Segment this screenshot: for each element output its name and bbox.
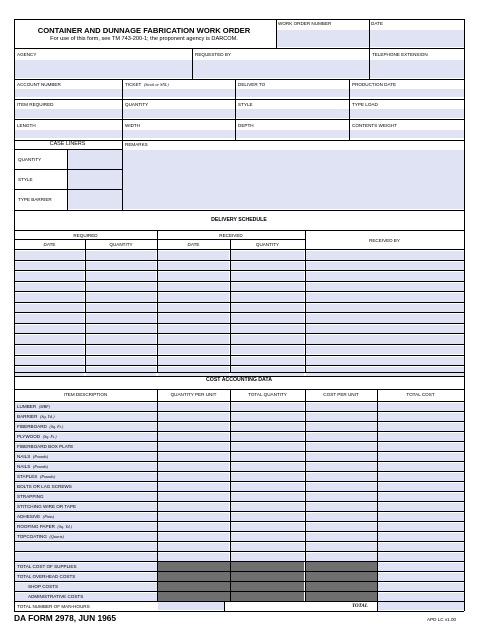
- cost-item-unit: (Quarts): [49, 534, 64, 539]
- requested-by-label: REQUESTED BY: [195, 52, 231, 57]
- style-label: STYLE: [238, 102, 253, 107]
- cost-cell-r13-c4[interactable]: [306, 523, 377, 531]
- right-border: [464, 19, 465, 611]
- cost-item-label: [17, 515, 54, 520]
- h-rule: [14, 189, 122, 190]
- date-field[interactable]: [370, 30, 464, 47]
- cost-cell-r6-c5[interactable]: [378, 453, 464, 461]
- depth-field[interactable]: [236, 130, 350, 138]
- delivery-cell-r10-c2[interactable]: [86, 346, 156, 355]
- cost-item-label: [17, 485, 72, 490]
- cost-cell-r1-c2[interactable]: [158, 403, 229, 411]
- cost-item-name: NAILS: [17, 464, 31, 469]
- v-rule: [224, 601, 225, 611]
- cost-item-name: BOLTS OR LAG SCREWS: [17, 484, 72, 489]
- cost-cell-r6-c2[interactable]: [158, 453, 229, 461]
- totals-total-cost-3[interactable]: [378, 583, 464, 591]
- cost-item-name: STAPLES: [17, 474, 38, 479]
- remarks-label: REMARKS: [125, 142, 148, 147]
- cost-item-label: [17, 445, 73, 450]
- h-rule: [14, 149, 122, 150]
- cost-cell-r9-c2[interactable]: [158, 483, 229, 491]
- h-rule: [14, 239, 305, 240]
- delivery-cell-r5-c3[interactable]: [158, 293, 229, 302]
- col-total-cost: TOTAL COST: [406, 392, 435, 397]
- delivery-cell-r3-c3[interactable]: [158, 272, 229, 281]
- cost-cell-r2-c5[interactable]: [378, 413, 464, 421]
- delivery-cell-r10-c5[interactable]: [306, 346, 464, 355]
- cost-cell-r13-c3[interactable]: [231, 523, 304, 531]
- cost-cell-r5-c5[interactable]: [378, 443, 464, 451]
- cost-item-unit: (Sq. Yd.): [57, 524, 73, 529]
- h-rule: [14, 601, 464, 602]
- delivery-received-label: RECEIVED: [219, 233, 243, 238]
- cost-cell-r14-c5[interactable]: [378, 533, 464, 541]
- case-liners-type-barrier-field[interactable]: [68, 190, 122, 209]
- h-rule: [14, 230, 464, 231]
- contents-weight-label: CONTENTS WEIGHT: [352, 123, 397, 128]
- cost-cell-r8-c5[interactable]: [378, 473, 464, 481]
- cost-item-label: [17, 415, 55, 420]
- ticket-field[interactable]: [123, 89, 236, 97]
- cost-cell-r11-c5[interactable]: [378, 503, 464, 511]
- delivery-cell-r10-c4[interactable]: [231, 346, 304, 355]
- account-number-field[interactable]: [15, 89, 123, 97]
- delivery-cell-r5-c1[interactable]: [15, 293, 84, 302]
- cost-item-name: FIBERBOARD: [17, 424, 47, 429]
- cost-cell-r16-c2[interactable]: [158, 553, 229, 561]
- cost-cell-r4-c2[interactable]: [158, 433, 229, 441]
- col-quantity-per-unit: QUANTITY PER UNIT: [170, 392, 217, 397]
- cost-cell-r14-c4[interactable]: [306, 533, 377, 541]
- h-rule: [14, 365, 464, 366]
- cost-cell-r15-c5[interactable]: [378, 543, 464, 551]
- cost-cell-r11-c3[interactable]: [231, 503, 304, 511]
- h-rule: [14, 531, 464, 532]
- case-liners-quantity-label: QUANTITY: [18, 157, 42, 162]
- col-item-description: ITEM DESCRIPTION: [63, 392, 108, 397]
- h-rule: [14, 581, 464, 582]
- delivery-cell-r9-c3[interactable]: [158, 335, 229, 344]
- delivery-cell-r11-c4[interactable]: [231, 357, 304, 366]
- delivery-cell-r11-c5[interactable]: [306, 357, 464, 366]
- v-rule: [349, 79, 350, 140]
- col-cost-per-unit: COST PER UNIT: [323, 392, 359, 397]
- cost-cell-r8-c4[interactable]: [306, 473, 377, 481]
- cost-item-name: ROOFING PAPER: [17, 524, 55, 529]
- cost-item-label: [17, 525, 72, 530]
- delivery-cell-r9-c1[interactable]: [15, 335, 84, 344]
- cost-cell-r6-c4[interactable]: [306, 453, 377, 461]
- cost-cell-r12-c4[interactable]: [306, 513, 377, 521]
- left-border: [14, 19, 15, 611]
- v-rule: [192, 48, 193, 79]
- delivery-cell-r9-c4[interactable]: [231, 335, 304, 344]
- cost-cell-r15-c3[interactable]: [231, 543, 304, 551]
- deliver-to-field[interactable]: [236, 89, 350, 97]
- case-liners-style-label: STYLE: [18, 177, 33, 182]
- h-rule: [14, 376, 464, 377]
- form-version: APD LC v1.00: [427, 617, 457, 622]
- h-rule: [14, 302, 464, 303]
- delivery-cell-r2-c5[interactable]: [306, 262, 464, 271]
- cost-item-name: BARRIER: [17, 414, 38, 419]
- h-rule: [14, 119, 464, 120]
- delivery-schedule-title: DELIVERY SCHEDULE: [211, 217, 267, 223]
- v-rule: [235, 79, 236, 140]
- cost-cell-r13-c5[interactable]: [378, 523, 464, 531]
- cost-cell-r14-c2[interactable]: [158, 533, 229, 541]
- totals-label: TOTAL NUMBER OF MAN-HOURS: [17, 604, 90, 609]
- h-rule: [14, 561, 464, 562]
- item-description-cell-r15[interactable]: [15, 543, 157, 551]
- cost-cell-r12-c5[interactable]: [378, 513, 464, 521]
- totals-label: TOTAL COST OF SUPPLIES: [17, 564, 77, 569]
- h-rule: [14, 372, 464, 373]
- h-rule: [14, 421, 464, 422]
- cost-cell-r5-c2[interactable]: [158, 443, 229, 451]
- cost-cell-r2-c4[interactable]: [306, 413, 377, 421]
- cost-cell-r9-c3[interactable]: [231, 483, 304, 491]
- depth-label: DEPTH: [238, 123, 254, 128]
- delivery-cell-r11-c1[interactable]: [15, 357, 84, 366]
- telephone-extension-label: TELEPHONE EXTENSION: [372, 52, 428, 57]
- h-rule: [14, 48, 464, 49]
- cost-accounting-title: COST ACCOUNTING DATA: [206, 377, 272, 383]
- width-label: WIDTH: [125, 123, 141, 128]
- type-load-label: TYPE LOAD: [352, 102, 378, 107]
- cost-item-name: LUMBER: [17, 404, 37, 409]
- cost-item-label: [17, 465, 48, 470]
- delivery-cell-r2-c4[interactable]: [231, 262, 304, 271]
- delivery-cell-r3-c4[interactable]: [231, 272, 304, 281]
- cost-cell-r12-c2[interactable]: [158, 513, 229, 521]
- delivery-cell-r7-c4[interactable]: [231, 314, 304, 323]
- cost-cell-r15-c4[interactable]: [306, 543, 377, 551]
- delivery-cell-r11-c3[interactable]: [158, 357, 229, 366]
- cost-cell-r13-c2[interactable]: [158, 523, 229, 531]
- cost-cell-r15-c2[interactable]: [158, 543, 229, 551]
- delivery-cell-r1-c2[interactable]: [86, 251, 156, 260]
- totals-label: ADMINISTRATIVE COSTS: [28, 594, 84, 599]
- delivery-cell-r9-c2[interactable]: [86, 335, 156, 344]
- delivery-cell-r2-c2[interactable]: [86, 262, 156, 271]
- cost-cell-r2-c2[interactable]: [158, 413, 229, 421]
- cost-cell-r4-c5[interactable]: [378, 433, 464, 441]
- delivery-cell-r3-c1[interactable]: [15, 272, 84, 281]
- v-rule: [157, 230, 158, 372]
- width-field[interactable]: [123, 130, 236, 138]
- agency-label: AGENCY: [17, 52, 37, 57]
- cost-item-unit: (Pints): [42, 514, 55, 519]
- delivery-cell-r4-c3[interactable]: [158, 283, 229, 292]
- cost-cell-r3-c5[interactable]: [378, 423, 464, 431]
- bottom-border: [14, 611, 464, 612]
- cost-cell-r8-c2[interactable]: [158, 473, 229, 481]
- totals-total-cost-1[interactable]: [378, 563, 464, 571]
- cost-cell-r7-c5[interactable]: [378, 463, 464, 471]
- item-required-field[interactable]: [15, 109, 123, 118]
- cost-item-unit: (Sq. Ft.): [49, 424, 64, 429]
- length-field[interactable]: [15, 130, 123, 138]
- cost-cell-r1-c4[interactable]: [306, 403, 377, 411]
- production-date-label: PRODUCTION DATE: [352, 82, 397, 87]
- cost-item-label: [17, 435, 57, 440]
- item-description-cell-r16[interactable]: [15, 553, 157, 561]
- delivery-cell-r1-c1[interactable]: [15, 251, 84, 260]
- h-rule: [14, 79, 464, 80]
- delivery-cell-r1-c3[interactable]: [158, 251, 229, 260]
- delivery-required-quantity-label: QUANTITY: [109, 242, 133, 247]
- h-rule: [14, 389, 464, 390]
- length-label: LENGTH: [17, 123, 36, 128]
- cost-cell-r10-c5[interactable]: [378, 493, 464, 501]
- delivery-cell-r11-c2[interactable]: [86, 357, 156, 366]
- cost-item-name: STITCHING WIRE OR TAPE: [17, 504, 77, 509]
- h-rule: [14, 451, 464, 452]
- cost-cell-r10-c4[interactable]: [306, 493, 377, 501]
- v-rule: [369, 19, 370, 48]
- v-rule: [276, 19, 277, 48]
- delivery-cell-r1-c4[interactable]: [231, 251, 304, 260]
- delivery-cell-r9-c5[interactable]: [306, 335, 464, 344]
- h-rule: [14, 281, 464, 282]
- h-rule: [14, 411, 464, 412]
- telephone-extension-field[interactable]: [370, 60, 464, 78]
- cost-item-unit: (MBF): [38, 404, 51, 409]
- totals-total-cost-4[interactable]: [378, 593, 464, 601]
- h-rule: [14, 344, 464, 345]
- delivery-received-date-label: DATE: [187, 242, 200, 247]
- cost-item-name: FIBERBOARD BOX PLATE: [17, 444, 74, 449]
- cost-item-name: STRAPPING: [17, 494, 44, 499]
- v-rule: [122, 79, 123, 140]
- cost-cell-r3-c3[interactable]: [231, 423, 304, 431]
- cost-cell-r4-c3[interactable]: [231, 433, 304, 441]
- h-rule: [14, 333, 464, 334]
- quantity-label: QUANTITY: [125, 102, 149, 107]
- cost-cell-r4-c4[interactable]: [306, 433, 377, 441]
- h-rule: [14, 501, 464, 502]
- total-label: TOTAL: [352, 604, 368, 609]
- cost-item-label: [17, 505, 76, 510]
- cost-cell-r12-c3[interactable]: [231, 513, 304, 521]
- delivery-cell-r3-c5[interactable]: [306, 272, 464, 281]
- requested-by-field[interactable]: [193, 60, 370, 78]
- cost-cell-r7-c4[interactable]: [306, 463, 377, 471]
- v-rule: [369, 48, 370, 79]
- delivery-cell-r5-c5[interactable]: [306, 293, 464, 302]
- cost-cell-r7-c3[interactable]: [231, 463, 304, 471]
- cost-item-unit: (Sq. Ft.): [42, 434, 57, 439]
- item-required-label: ITEM REQUIRED: [17, 102, 54, 107]
- delivery-required-date-label: DATE: [43, 242, 56, 247]
- cost-cell-r6-c3[interactable]: [231, 453, 304, 461]
- cost-item-unit: (Pounds): [39, 474, 56, 479]
- cost-cell-r14-c3[interactable]: [231, 533, 304, 541]
- h-rule: [14, 521, 464, 522]
- form-subtitle: For use of this form, see TM 743-200-1; the proponent agency is DARCOM.: [50, 36, 238, 42]
- case-liners-style-field[interactable]: [68, 170, 122, 189]
- cost-item-label: [17, 455, 48, 460]
- h-rule: [14, 511, 464, 512]
- case-liners-type-barrier-label: TYPE BARRIER: [18, 197, 52, 202]
- delivery-received-by-label: RECEIVED BY: [369, 238, 400, 243]
- h-rule: [14, 471, 464, 472]
- cost-cell-r11-c2[interactable]: [158, 503, 229, 511]
- h-rule: [14, 481, 464, 482]
- cost-item-unit: (Pounds): [32, 464, 49, 469]
- cost-item-name: ADHESIVE: [17, 514, 41, 519]
- date-label: DATE: [371, 21, 383, 26]
- delivery-cell-r4-c1[interactable]: [15, 283, 84, 292]
- cost-item-label: [17, 535, 64, 540]
- h-rule: [14, 551, 464, 552]
- col-total-quantity: TOTAL QUANTITY: [248, 392, 287, 397]
- delivery-cell-r2-c1[interactable]: [15, 262, 84, 271]
- v-rule: [377, 601, 378, 611]
- h-rule: [14, 355, 464, 356]
- h-rule: [14, 441, 464, 442]
- cost-item-label: [17, 475, 55, 480]
- delivery-cell-r1-c5[interactable]: [306, 251, 464, 260]
- quantity-field[interactable]: [123, 109, 236, 118]
- h-rule: [14, 210, 464, 211]
- work-order-number-label: WORK ORDER NUMBER: [278, 21, 332, 26]
- delivery-cell-r7-c2[interactable]: [86, 314, 156, 323]
- delivery-cell-r4-c4[interactable]: [231, 283, 304, 292]
- deliver-to-label: DELIVER TO: [238, 82, 266, 87]
- man-hours-field[interactable]: [158, 602, 224, 610]
- cost-item-label: [17, 405, 50, 410]
- h-rule: [14, 270, 464, 271]
- delivery-cell-r4-c2[interactable]: [86, 283, 156, 292]
- ticket-label: TICKET (Stock or SNL): [125, 82, 169, 87]
- totals-label: TOTAL OVERHEAD COSTS: [17, 574, 76, 579]
- h-rule: [14, 169, 122, 170]
- contents-weight-field[interactable]: [350, 130, 464, 138]
- delivery-cell-r2-c3[interactable]: [158, 262, 229, 271]
- v-rule: [305, 230, 306, 372]
- cost-cell-r16-c3[interactable]: [231, 553, 304, 561]
- delivery-received-quantity-label: QUANTITY: [255, 242, 280, 247]
- case-liners-title: CASE LINERS: [49, 141, 86, 147]
- style-field[interactable]: [236, 109, 350, 118]
- v-rule: [122, 140, 123, 210]
- delivery-cell-r5-c4[interactable]: [231, 293, 304, 302]
- cost-cell-r8-c3[interactable]: [231, 473, 304, 481]
- delivery-cell-r10-c1[interactable]: [15, 346, 84, 355]
- cost-item-name: PLYWOOD: [17, 434, 41, 439]
- h-rule: [14, 260, 464, 261]
- h-rule: [14, 99, 464, 100]
- h-rule: [14, 461, 464, 462]
- delivery-cell-r5-c2[interactable]: [86, 293, 156, 302]
- h-rule: [14, 140, 464, 141]
- cost-cell-r9-c5[interactable]: [378, 483, 464, 491]
- cost-cell-r16-c5[interactable]: [378, 553, 464, 561]
- delivery-cell-r7-c1[interactable]: [15, 314, 84, 323]
- h-rule: [14, 401, 464, 402]
- cost-item-label: [17, 495, 44, 500]
- cost-cell-r1-c5[interactable]: [378, 403, 464, 411]
- cost-item-name: NAILS: [17, 454, 31, 459]
- delivery-cell-r7-c3[interactable]: [158, 314, 229, 323]
- delivery-cell-r7-c5[interactable]: [306, 314, 464, 323]
- delivery-cell-r3-c2[interactable]: [86, 272, 156, 281]
- grand-total-field[interactable]: [378, 602, 464, 610]
- agency-field[interactable]: [15, 60, 193, 78]
- v-rule: [85, 239, 86, 372]
- cost-cell-r1-c3[interactable]: [231, 403, 304, 411]
- cost-item-label: [17, 425, 63, 430]
- cost-cell-r11-c4[interactable]: [306, 503, 377, 511]
- v-rule: [67, 149, 68, 210]
- delivery-cell-r4-c5[interactable]: [306, 283, 464, 292]
- h-rule: [14, 291, 464, 292]
- cost-cell-r7-c2[interactable]: [158, 463, 229, 471]
- cost-cell-r10-c2[interactable]: [158, 493, 229, 501]
- h-rule: [14, 591, 464, 592]
- case-liners-quantity-field[interactable]: [68, 150, 122, 169]
- cost-cell-r16-c4[interactable]: [306, 553, 377, 561]
- h-rule: [14, 541, 464, 542]
- h-rule: [14, 431, 464, 432]
- account-number-label: ACCOUNT NUMBER: [17, 82, 61, 87]
- cost-cell-r10-c3[interactable]: [231, 493, 304, 501]
- h-rule: [14, 491, 464, 492]
- cost-cell-r5-c3[interactable]: [231, 443, 304, 451]
- v-rule: [230, 239, 231, 372]
- cost-cell-r3-c4[interactable]: [306, 423, 377, 431]
- cost-item-unit: (Pounds): [32, 454, 49, 459]
- cost-cell-r3-c2[interactable]: [158, 423, 229, 431]
- h-rule: [14, 323, 464, 324]
- totals-label: SHOP COSTS: [28, 584, 59, 589]
- remarks-field[interactable]: [123, 150, 464, 209]
- top-border: [14, 19, 464, 20]
- delivery-cell-r10-c3[interactable]: [158, 346, 229, 355]
- cost-cell-r2-c3[interactable]: [231, 413, 304, 421]
- cost-item-name: TOPCOATING: [17, 534, 47, 539]
- cost-cell-r9-c4[interactable]: [306, 483, 377, 491]
- form-number: DA FORM 2978, JUN 1965: [14, 613, 117, 623]
- type-load-field[interactable]: [350, 109, 464, 118]
- cost-item-unit: (Sq. Yd.): [39, 414, 55, 419]
- cost-cell-r5-c4[interactable]: [306, 443, 377, 451]
- totals-total-cost-2[interactable]: [378, 573, 464, 581]
- production-date-field[interactable]: [350, 89, 464, 97]
- h-rule: [14, 312, 464, 313]
- h-rule: [14, 571, 464, 572]
- delivery-required-label: REQUIRED: [73, 233, 98, 238]
- form-title: CONTAINER AND DUNNAGE FABRICATION WORK ORDER: [37, 26, 251, 35]
- h-rule: [14, 249, 464, 250]
- work-order-number-field[interactable]: [277, 30, 370, 47]
